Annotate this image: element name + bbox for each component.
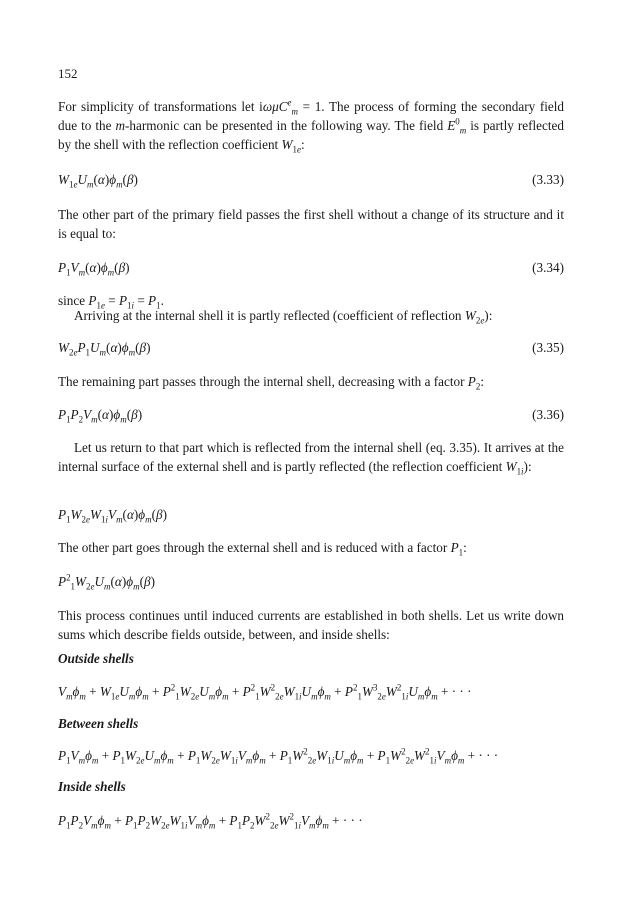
heading-between-shells: Between shells bbox=[58, 716, 139, 731]
p7-text-a: The other part goes through the external shell and is reduced with a factor bbox=[58, 540, 451, 555]
p7-text-b: : bbox=[463, 540, 467, 555]
formula-inline: $W_{2e}$ bbox=[464, 308, 485, 326]
paragraph-return bbox=[58, 438, 564, 476]
formula-inline: $P_1$ bbox=[450, 540, 464, 558]
equation-outside-sum bbox=[58, 682, 564, 702]
equation-number: (3.35) bbox=[532, 340, 564, 355]
heading-outside-shells: Outside shells bbox=[58, 651, 134, 666]
equation-formula: $P_1W_{2e}W_{1i}V_m(\alpha)\phi_m(\beta)$ bbox=[58, 507, 167, 525]
equation-3-36 bbox=[58, 405, 564, 425]
equation-inside-sum bbox=[58, 811, 564, 831]
formula-inline: iωμC$^e_m$ = 1 bbox=[259, 97, 322, 117]
equation-formula: $W_{2e}P_1U_m(\alpha)\phi_m(\beta)$ bbox=[58, 340, 151, 358]
formula-inline: $W_{1i}$ bbox=[505, 459, 524, 477]
p1-text-c: -harmonic can be presented in the following way. The field bbox=[125, 118, 448, 133]
p1-text-e: : bbox=[300, 137, 305, 152]
equation-formula: $P^2_1W_{2e}U_m(\alpha)\phi_m(\beta)$ bbox=[58, 572, 155, 592]
p3-text-b: . bbox=[160, 293, 164, 308]
paragraph-other-part bbox=[58, 538, 564, 557]
heading-inside-shells: Inside shells bbox=[58, 779, 126, 794]
p4-text-b: ): bbox=[484, 308, 493, 323]
equation-formula: $P_1V_m(\alpha)\phi_m(\beta)$ bbox=[58, 260, 130, 278]
equation-3-33 bbox=[58, 170, 564, 190]
equation-formula: $P_1P_2V_m\phi_m + P_1P_2W_{2e}W_{1i}V_m\phi_m + P_1P_2W^2_{2e}W^2_{1i}V_m\phi_m$ + · · · bbox=[58, 811, 363, 831]
equation-formula: $W_{1e}U_m(\alpha)\phi_m(\beta)$ bbox=[58, 172, 138, 190]
p1-text-a: For simplicity of transformations let bbox=[58, 99, 260, 114]
formula-inline: $E^0_m$ bbox=[447, 116, 467, 136]
p6-text-a: Let us return to that part which is reflected from the internal shell (eq. 3.35). It arrives at the internal surface of the external shell and is partly reflected (the reflection coefficient bbox=[58, 440, 564, 474]
equation-number: (3.36) bbox=[532, 407, 564, 422]
equation-formula: $V_m\phi_m + W_{1e}U_m\phi_m + P^2_1W_{2e}U_m\phi_m + P^2_1W^2_{2e}W_{1i}U_m\phi_m + P^2_1W^3_{2e}W^2_{1i}U_m\phi_m$ + · · · bbox=[58, 682, 472, 702]
page-number: 152 bbox=[58, 66, 78, 81]
equation-between-sum bbox=[58, 746, 564, 766]
paragraph-primary-field: The other part of the primary field passes the first shell without a change of its structure and it is equal to: bbox=[58, 207, 564, 241]
equation-reflected bbox=[58, 505, 564, 525]
paragraph-intro bbox=[58, 97, 564, 154]
equation-3-34 bbox=[58, 258, 564, 278]
p5-text-b: : bbox=[480, 374, 484, 389]
formula-inline: $P_2$ bbox=[467, 374, 481, 392]
p3-text-a: since bbox=[58, 293, 89, 308]
p4-text-a: Arriving at the internal shell it is partly reflected (coefficient of reflection bbox=[74, 308, 465, 323]
paragraph-process: This process continues until induced currents are established in both shells. Let us write down sums which describe fields outside, between, and inside shells: bbox=[58, 608, 564, 642]
p1-text-d: is partly reflected by the shell with the reflection coefficient bbox=[58, 118, 564, 152]
equation-number: (3.33) bbox=[532, 172, 564, 187]
equation-reduced bbox=[58, 572, 564, 592]
p1-text-b: . The process of forming the secondary field due to the bbox=[58, 99, 564, 133]
equation-number: (3.34) bbox=[532, 260, 564, 275]
formula-inline: $P_{1e} = P_{1i} = P_1$ bbox=[88, 293, 161, 311]
equation-formula: $P_1V_m\phi_m + P_1W_{2e}U_m\phi_m + P_1W_{2e}W_{1i}V_m\phi_m + P_1W^2_{2e}W_{1i}U_m\phi_m + P_1W^2_{2e}W^2_{1i}V_m\phi_m$ + · · · bbox=[58, 746, 499, 766]
p5-text-a: The remaining part passes through the internal shell, decreasing with a factor bbox=[58, 374, 468, 389]
equation-formula: $P_1P_2V_m(\alpha)\phi_m(\beta)$ bbox=[58, 407, 143, 425]
p6-text-b: ): bbox=[523, 459, 532, 474]
paragraph-arriving bbox=[58, 306, 564, 325]
formula-inline: $W_{1e}$ bbox=[281, 137, 301, 155]
formula-inline: m bbox=[115, 118, 126, 133]
paragraph-remaining bbox=[58, 372, 564, 391]
equation-3-35 bbox=[58, 338, 564, 358]
